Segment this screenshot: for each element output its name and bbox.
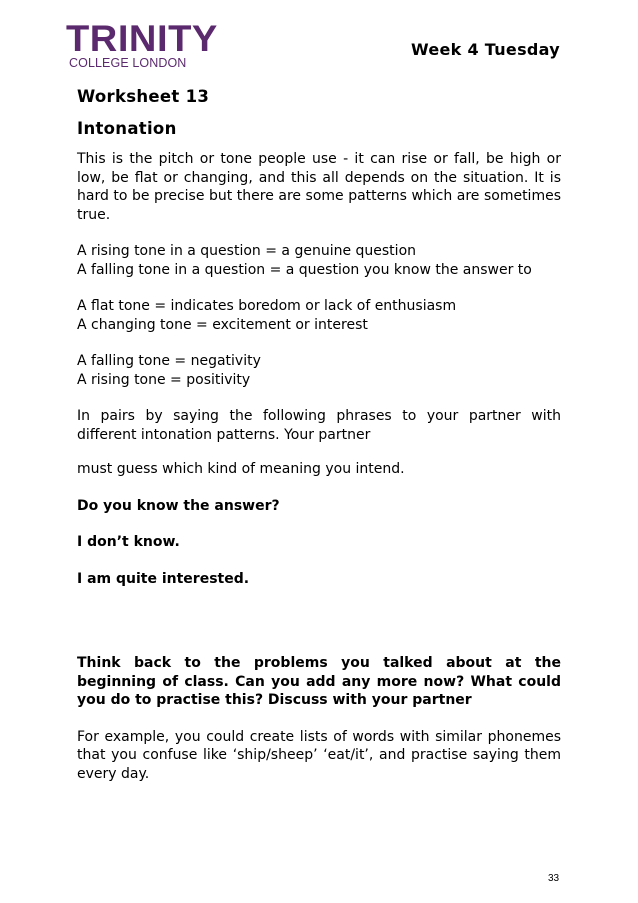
reflection-prompt: Think back to the problems you talked about at the beginning of class. Can you add any more now? What could you do to practise this? Discuss with your partner <box>77 655 561 708</box>
worksheet-body <box>77 86 561 783</box>
rule-falling-tone: A falling tone = negativity <box>77 353 261 369</box>
rule-falling-question: A falling tone in a question = a question you know the answer to <box>77 261 532 278</box>
worksheet-topic-heading: Intonation <box>77 119 177 138</box>
rule-changing-tone: A changing tone = excitement or interest <box>77 316 368 333</box>
logo-wordmark: TRINITY <box>66 18 218 59</box>
rule-rising-question: A rising tone in a question = a genuine question <box>77 243 417 259</box>
practice-phrase: I am quite interested. <box>77 570 250 587</box>
practice-phrase: Do you know the answer? <box>77 497 280 514</box>
rule-rising-tone: A rising tone = positivity <box>77 371 251 388</box>
intro-paragraph: This is the pitch or tone people use - it can rise or fall, be high or low, be flat or changing, and this all depends on the situation. It is hard to be precise but there are some patterns which are sometimes true. <box>77 151 561 223</box>
example-paragraph: For example, you could create lists of words with similar phonemes that you confuse like ‘ship/sheep’ ‘eat/it’, and practise saying them every day. <box>77 728 561 782</box>
rule-flat-tone: A flat tone = indicates boredom or lack of enthusiasm <box>77 298 457 314</box>
header-date-label: Week 4 Tuesday <box>410 40 560 59</box>
worksheet-title: Worksheet 13 <box>77 87 210 106</box>
trinity-college-logo <box>66 18 226 72</box>
pairs-instruction: In pairs by saying the following phrases to your partner with different intonation patterns. Your partner <box>77 408 561 443</box>
page-number: 33 <box>548 873 560 884</box>
practice-phrase: I don’t know. <box>77 534 180 550</box>
logo-subtitle: COLLEGE LONDON <box>69 56 187 70</box>
pairs-instruction-continued: must guess which kind of meaning you intend. <box>77 461 405 477</box>
